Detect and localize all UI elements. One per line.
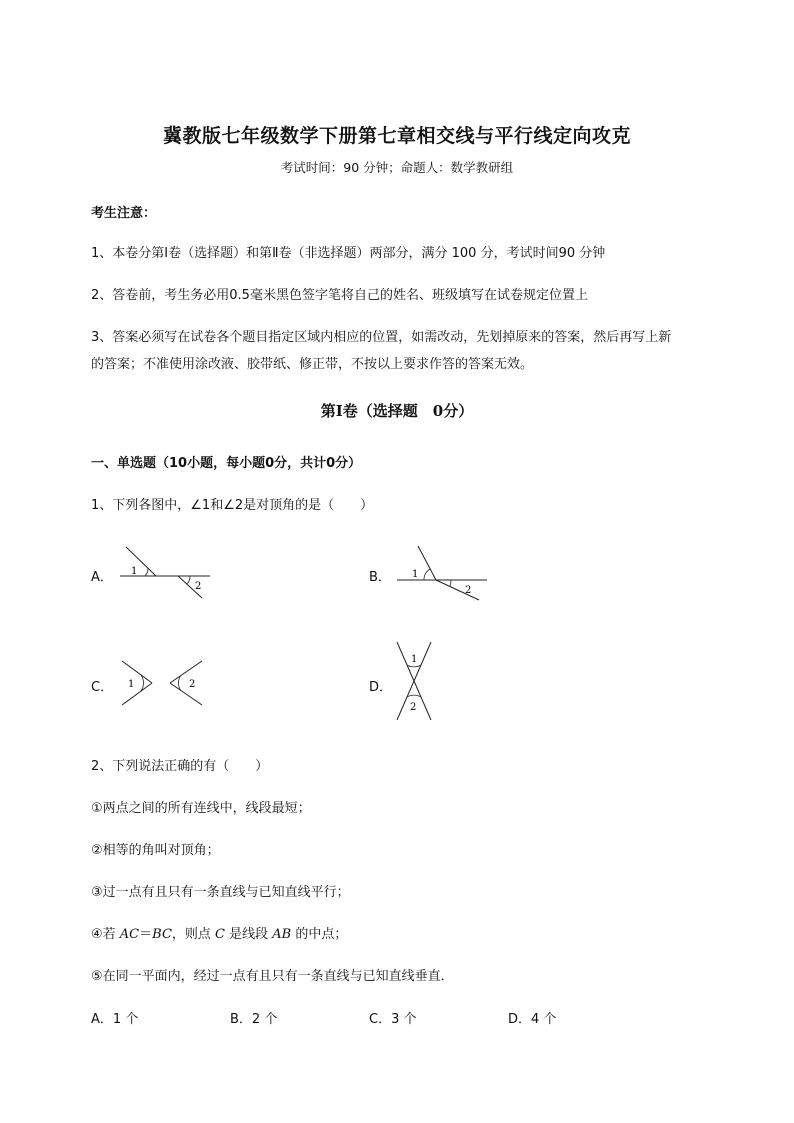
q1c-angle-2-label: 2 <box>189 679 196 690</box>
part-one-heading: 一、单选题（10小题，每小题0分，共计0分） <box>91 456 362 471</box>
q2-statement-1: ①两点之间的所有连线中，线段最短； <box>91 801 311 816</box>
q2-s4-ac: AC <box>119 927 140 942</box>
question-1-stem: 1、下列各图中，∠1和∠2是对顶角的是（ ） <box>91 498 374 513</box>
q1b-angle-1-label: 1 <box>412 569 419 580</box>
notice-heading: 考生注意： <box>91 206 157 221</box>
q2-s4-mid2: 是线段 <box>225 927 273 942</box>
q1-option-a-label: A． <box>91 570 113 585</box>
q2-statement-5: ⑤在同一平面内，经过一点有且只有一条直线与已知直线垂直． <box>91 969 454 984</box>
q2-s4-suffix: 的中点； <box>291 927 348 942</box>
exam-title: 冀教版七年级数学下册第七章相交线与平行线定向攻克 <box>162 125 631 147</box>
notice-item-3-continued: 的答案；不准使用涂改液、胶带纸、修正带，不按以上要求作答的答案无效。 <box>91 357 534 372</box>
notice-item-2: 2、答卷前，考生务必用0.5毫米黑色签字笔将自己的姓名、班级填写在试卷规定位置上 <box>91 288 588 303</box>
notice-item-1: 1、本卷分第Ⅰ卷（选择题）和第Ⅱ卷（非选择题）两部分，满分 100 分，考试时间90 分钟 <box>91 246 606 261</box>
q1c-angle-1-label: 1 <box>128 679 135 690</box>
q1d-angle-1-label: 1 <box>411 654 418 665</box>
q1-figure-a <box>118 543 218 603</box>
q1-option-c-label: C． <box>91 680 114 695</box>
q1-option-d-label: D． <box>369 680 393 695</box>
q1-figure-c <box>118 656 218 708</box>
q1-option-b-label: B． <box>369 570 391 585</box>
q2-statement-3: ③过一点有且只有一条直线与已知直线平行； <box>91 885 350 900</box>
q2-s4-c: C <box>215 927 225 942</box>
q1a-angle-1-label: 1 <box>131 566 138 577</box>
q2-choice-a: A．1 个 <box>91 1012 139 1027</box>
question-2-stem: 2、下列说法正确的有（ ） <box>91 759 269 774</box>
q2-s4-mid1: ，则点 <box>171 927 216 942</box>
exam-subtitle: 考试时间：90 分钟；命题人：数学教研组 <box>280 160 514 175</box>
q2-s4-eq: ＝ <box>139 927 153 942</box>
q2-s4-bc: BC <box>152 927 172 942</box>
q1d-angle-2-label: 2 <box>410 702 417 713</box>
q1a-angle-2-label: 2 <box>195 581 202 592</box>
q1-figure-b <box>395 543 495 603</box>
q2-s4-ab: AB <box>272 927 292 942</box>
q1-figure-d <box>393 640 443 724</box>
q2-choice-d: D．4 个 <box>508 1012 557 1027</box>
q2-s4-prefix: ④若 <box>91 927 120 942</box>
q2-statement-4 <box>91 923 347 942</box>
section-title: 第Ⅰ卷（选择题 0分） <box>320 402 474 420</box>
q2-statement-2: ②相等的角叫对顶角； <box>91 843 220 858</box>
q1b-angle-2-label: 2 <box>465 585 472 596</box>
q2-choice-c: C．3 个 <box>369 1012 417 1027</box>
notice-item-3: 3、答案必须写在试卷各个题目指定区域内相应的位置，如需改动，先划掉原来的答案，然后再写上新 <box>91 330 672 345</box>
q2-choice-b: B．2 个 <box>230 1012 278 1027</box>
